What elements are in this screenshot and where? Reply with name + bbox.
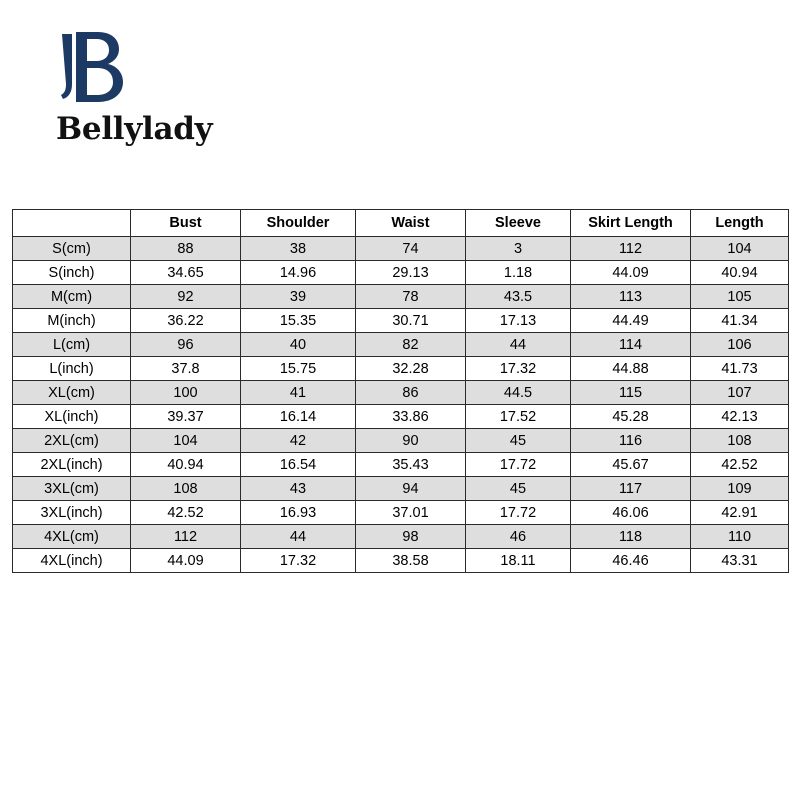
table-cell: 16.93 bbox=[241, 501, 356, 525]
table-cell: 104 bbox=[691, 237, 789, 261]
table-header-cell-size bbox=[13, 210, 131, 237]
table-cell: 44.09 bbox=[131, 549, 241, 573]
table-cell: 16.14 bbox=[241, 405, 356, 429]
table-cell: 44.5 bbox=[466, 381, 571, 405]
table-cell: 115 bbox=[571, 381, 691, 405]
table-cell: 94 bbox=[356, 477, 466, 501]
table-cell: 36.22 bbox=[131, 309, 241, 333]
table-cell: 100 bbox=[131, 381, 241, 405]
table-cell: 46.46 bbox=[571, 549, 691, 573]
table-cell: 14.96 bbox=[241, 261, 356, 285]
table-cell: 17.72 bbox=[466, 501, 571, 525]
table-cell: 45.67 bbox=[571, 453, 691, 477]
table-cell-size: 4XL(cm) bbox=[13, 525, 131, 549]
table-cell-size: 2XL(inch) bbox=[13, 453, 131, 477]
table-cell: 45 bbox=[466, 477, 571, 501]
table-cell: 117 bbox=[571, 477, 691, 501]
table-cell-size: 2XL(cm) bbox=[13, 429, 131, 453]
table-cell: 113 bbox=[571, 285, 691, 309]
table-cell: 17.32 bbox=[241, 549, 356, 573]
table-cell: 82 bbox=[356, 333, 466, 357]
table-row bbox=[13, 549, 789, 573]
table-cell: 46 bbox=[466, 525, 571, 549]
table-cell: 38 bbox=[241, 237, 356, 261]
table-cell: 16.54 bbox=[241, 453, 356, 477]
table-cell: 40 bbox=[241, 333, 356, 357]
table-header-cell-length: Length bbox=[691, 210, 789, 237]
table-cell: 112 bbox=[131, 525, 241, 549]
table-cell: 96 bbox=[131, 333, 241, 357]
table-cell: 18.11 bbox=[466, 549, 571, 573]
table-row bbox=[13, 477, 789, 501]
table-cell: 39 bbox=[241, 285, 356, 309]
table-cell: 41 bbox=[241, 381, 356, 405]
table-cell: 92 bbox=[131, 285, 241, 309]
table-header-cell-waist: Waist bbox=[356, 210, 466, 237]
table-cell-size: L(inch) bbox=[13, 357, 131, 381]
table-cell: 106 bbox=[691, 333, 789, 357]
table-header-cell-bust: Bust bbox=[131, 210, 241, 237]
table-cell: 45 bbox=[466, 429, 571, 453]
table-header-row bbox=[13, 210, 789, 237]
table-cell: 105 bbox=[691, 285, 789, 309]
table-header bbox=[13, 210, 789, 237]
table-cell-size: 4XL(inch) bbox=[13, 549, 131, 573]
table-cell: 38.58 bbox=[356, 549, 466, 573]
table-cell: 1.18 bbox=[466, 261, 571, 285]
table-row bbox=[13, 453, 789, 477]
table-cell: 90 bbox=[356, 429, 466, 453]
table-cell: 37.8 bbox=[131, 357, 241, 381]
table-cell: 110 bbox=[691, 525, 789, 549]
bellylady-monogram-icon bbox=[56, 30, 142, 110]
table-cell: 44.09 bbox=[571, 261, 691, 285]
table-cell: 17.52 bbox=[466, 405, 571, 429]
table-cell-size: L(cm) bbox=[13, 333, 131, 357]
table-cell: 42.52 bbox=[691, 453, 789, 477]
table-cell-size: XL(inch) bbox=[13, 405, 131, 429]
table-cell: 108 bbox=[131, 477, 241, 501]
brand-name: Bellylady bbox=[56, 111, 213, 147]
table-cell: 42 bbox=[241, 429, 356, 453]
table-cell-size: S(cm) bbox=[13, 237, 131, 261]
table-cell: 98 bbox=[356, 525, 466, 549]
table-cell-size: M(cm) bbox=[13, 285, 131, 309]
table-cell: 17.32 bbox=[466, 357, 571, 381]
table-cell: 43.5 bbox=[466, 285, 571, 309]
table-cell: 43.31 bbox=[691, 549, 789, 573]
table-cell: 42.13 bbox=[691, 405, 789, 429]
table-row bbox=[13, 429, 789, 453]
size-chart-container bbox=[12, 209, 788, 573]
table-cell: 3 bbox=[466, 237, 571, 261]
table-cell: 114 bbox=[571, 333, 691, 357]
table-header-cell-sleeve: Sleeve bbox=[466, 210, 571, 237]
table-row bbox=[13, 381, 789, 405]
table-cell: 35.43 bbox=[356, 453, 466, 477]
table-cell: 41.34 bbox=[691, 309, 789, 333]
table-cell: 45.28 bbox=[571, 405, 691, 429]
table-cell: 44.88 bbox=[571, 357, 691, 381]
table-cell: 39.37 bbox=[131, 405, 241, 429]
table-cell: 32.28 bbox=[356, 357, 466, 381]
brand-logo bbox=[56, 30, 316, 145]
table-row bbox=[13, 261, 789, 285]
table-cell: 42.52 bbox=[131, 501, 241, 525]
table-row bbox=[13, 405, 789, 429]
table-cell: 17.13 bbox=[466, 309, 571, 333]
table-cell: 78 bbox=[356, 285, 466, 309]
table-cell: 107 bbox=[691, 381, 789, 405]
table-cell: 33.86 bbox=[356, 405, 466, 429]
table-cell: 43 bbox=[241, 477, 356, 501]
table-cell: 37.01 bbox=[356, 501, 466, 525]
table-cell-size: 3XL(cm) bbox=[13, 477, 131, 501]
table-cell: 44 bbox=[466, 333, 571, 357]
table-cell: 34.65 bbox=[131, 261, 241, 285]
table-row bbox=[13, 237, 789, 261]
table-cell: 118 bbox=[571, 525, 691, 549]
table-cell-size: XL(cm) bbox=[13, 381, 131, 405]
table-cell-size: M(inch) bbox=[13, 309, 131, 333]
table-cell: 30.71 bbox=[356, 309, 466, 333]
table-cell: 74 bbox=[356, 237, 466, 261]
table-header-cell-skirt-length: Skirt Length bbox=[571, 210, 691, 237]
table-cell: 17.72 bbox=[466, 453, 571, 477]
table-cell-size: 3XL(inch) bbox=[13, 501, 131, 525]
table-cell: 104 bbox=[131, 429, 241, 453]
size-chart-table bbox=[12, 209, 789, 573]
table-cell: 40.94 bbox=[691, 261, 789, 285]
table-cell: 44.49 bbox=[571, 309, 691, 333]
table-header-cell-shoulder: Shoulder bbox=[241, 210, 356, 237]
table-cell: 108 bbox=[691, 429, 789, 453]
table-cell: 15.75 bbox=[241, 357, 356, 381]
table-body bbox=[13, 237, 789, 573]
table-row bbox=[13, 357, 789, 381]
table-cell: 41.73 bbox=[691, 357, 789, 381]
table-cell: 15.35 bbox=[241, 309, 356, 333]
table-cell: 29.13 bbox=[356, 261, 466, 285]
table-cell: 42.91 bbox=[691, 501, 789, 525]
table-cell: 44 bbox=[241, 525, 356, 549]
table-cell: 88 bbox=[131, 237, 241, 261]
table-row bbox=[13, 525, 789, 549]
table-cell: 116 bbox=[571, 429, 691, 453]
table-row bbox=[13, 333, 789, 357]
table-row bbox=[13, 309, 789, 333]
table-cell-size: S(inch) bbox=[13, 261, 131, 285]
table-cell: 109 bbox=[691, 477, 789, 501]
table-row bbox=[13, 501, 789, 525]
table-row bbox=[13, 285, 789, 309]
table-cell: 40.94 bbox=[131, 453, 241, 477]
table-cell: 86 bbox=[356, 381, 466, 405]
table-cell: 112 bbox=[571, 237, 691, 261]
table-cell: 46.06 bbox=[571, 501, 691, 525]
